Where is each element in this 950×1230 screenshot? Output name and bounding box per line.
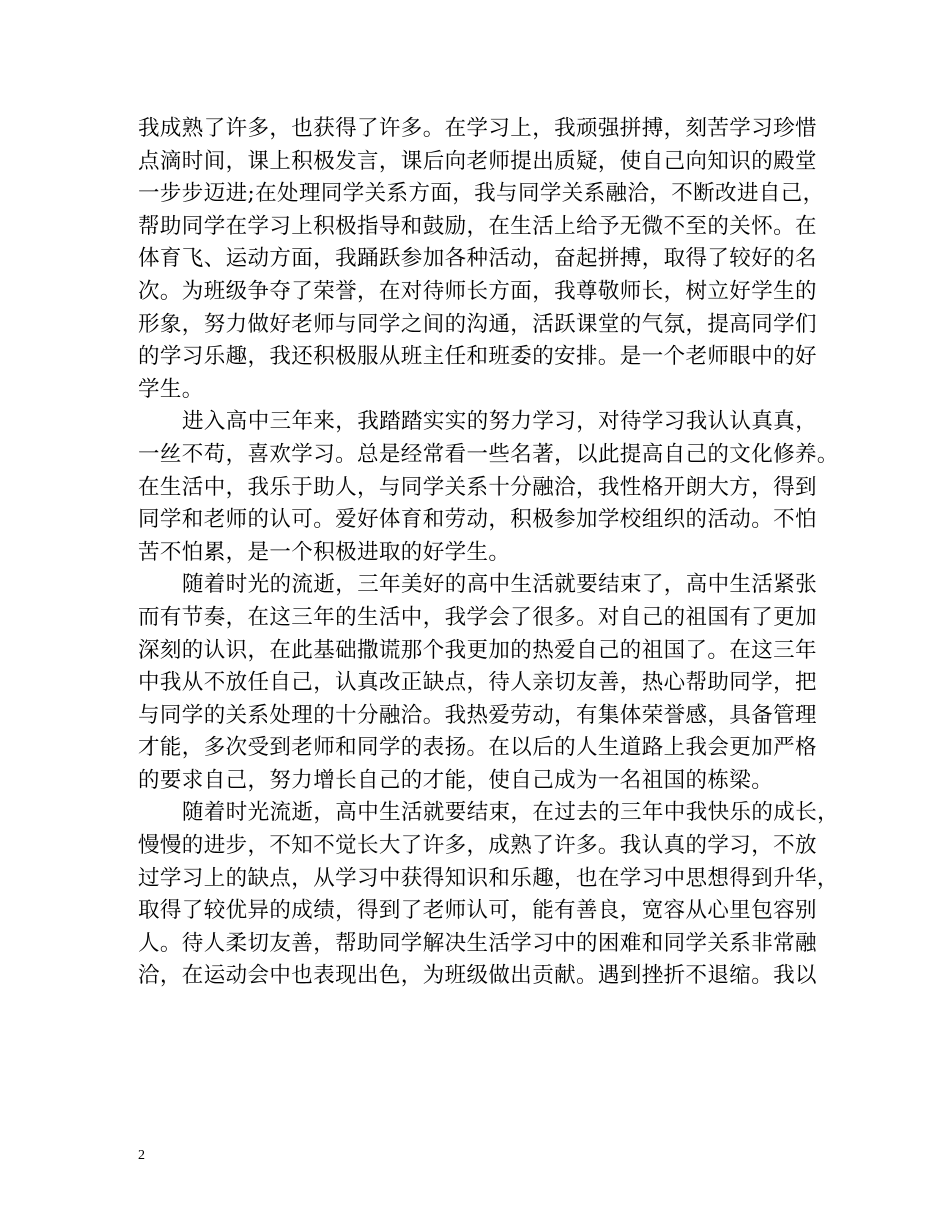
text-line: 一丝不苟，喜欢学习。总是经常看一些名著，以此提高自己的文化修养。 — [138, 441, 839, 467]
text-line: 一步步迈进;在处理同学关系方面，我与同学关系融洽，不断改进自己， — [138, 181, 825, 207]
text-line: 与同学的关系处理的十分融洽。我热爱劳动，有集体荣誉感，具备管理 — [138, 702, 817, 728]
text-line: 人。待人柔切友善，帮助同学解决生活学习中的困难和同学关系非常融 — [138, 930, 817, 956]
text-line: 的学习乐趣，我还积极服从班主任和班委的安排。是一个老师眼中的好 — [138, 344, 817, 370]
text-line: 同学和老师的认可。爱好体育和劳动，积极参加学校组织的活动。不怕 — [138, 507, 817, 533]
text-line: 的要求自己，努力增长自己的才能，使自己成为一名祖国的栋梁。 — [138, 767, 774, 793]
text-line: 形象，努力做好老师与同学之间的沟通，活跃课堂的气氛，提高同学们 — [138, 311, 817, 337]
text-line: 我成熟了许多，也获得了许多。在学习上，我顽强拼搏，刻苦学习珍惜 — [138, 116, 817, 141]
text-line: 而有节奏，在这三年的生活中，我学会了很多。对自己的祖国有了更加 — [138, 604, 817, 630]
text-line: 体育飞、运动方面，我踊跃参加各种活动，奋起拼搏，取得了较好的名 — [138, 246, 817, 272]
text-line: 苦不怕累，是一个积极进取的好学生。 — [138, 539, 511, 565]
text-line: 在生活中，我乐于助人，与同学关系十分融洽，我性格开朗大方，得到 — [138, 474, 817, 500]
text-line: 慢慢的进步，不知不觉长大了许多，成熟了许多。我认真的学习，不放 — [138, 833, 817, 859]
text-line: 次。为班级争夺了荣誉，在对待师长方面，我尊敬师长，树立好学生的 — [138, 278, 817, 304]
paragraph-first-line: 随着时光的流逝，三年美好的高中生活就要结束了，高中生活紧张 — [182, 572, 818, 598]
paragraph-first-line: 随着时光流逝，高中生活就要结束，在过去的三年中我快乐的成长， — [182, 800, 840, 826]
text-line: 中我从不放任自己，认真改正缺点，待人亲切友善，热心帮助同学，把 — [138, 670, 817, 696]
text-line: 学生。 — [138, 376, 204, 402]
paragraph-first-line: 进入高中三年来，我踏踏实实的努力学习，对待学习我认认真真， — [182, 409, 818, 435]
text-line: 点滴时间，课上积极发言，课后向老师提出质疑，使自己向知识的殿堂 — [138, 148, 817, 174]
text-line: 过学习上的缺点，从学习中获得知识和乐趣，也在学习中思想得到升华， — [138, 865, 839, 891]
page-number: 2 — [138, 1148, 145, 1163]
text-line: 取得了较优异的成绩，得到了老师认可，能有善良，宽容从心里包容别 — [138, 898, 817, 924]
text-line: 帮助同学在学习上积极指导和鼓励，在生活上给予无微不至的关怀。在 — [138, 213, 817, 239]
text-line: 深刻的认识，在此基础撒谎那个我更加的热爱自己的祖国了。在这三年 — [138, 637, 817, 663]
text-line: 才能，多次受到老师和同学的表扬。在以后的人生道路上我会更加严格 — [138, 735, 817, 761]
text-line: 洽，在运动会中也表现出色，为班级做出贡献。遇到挫折不退缩。我以 — [138, 963, 817, 989]
body-text — [138, 113, 840, 993]
